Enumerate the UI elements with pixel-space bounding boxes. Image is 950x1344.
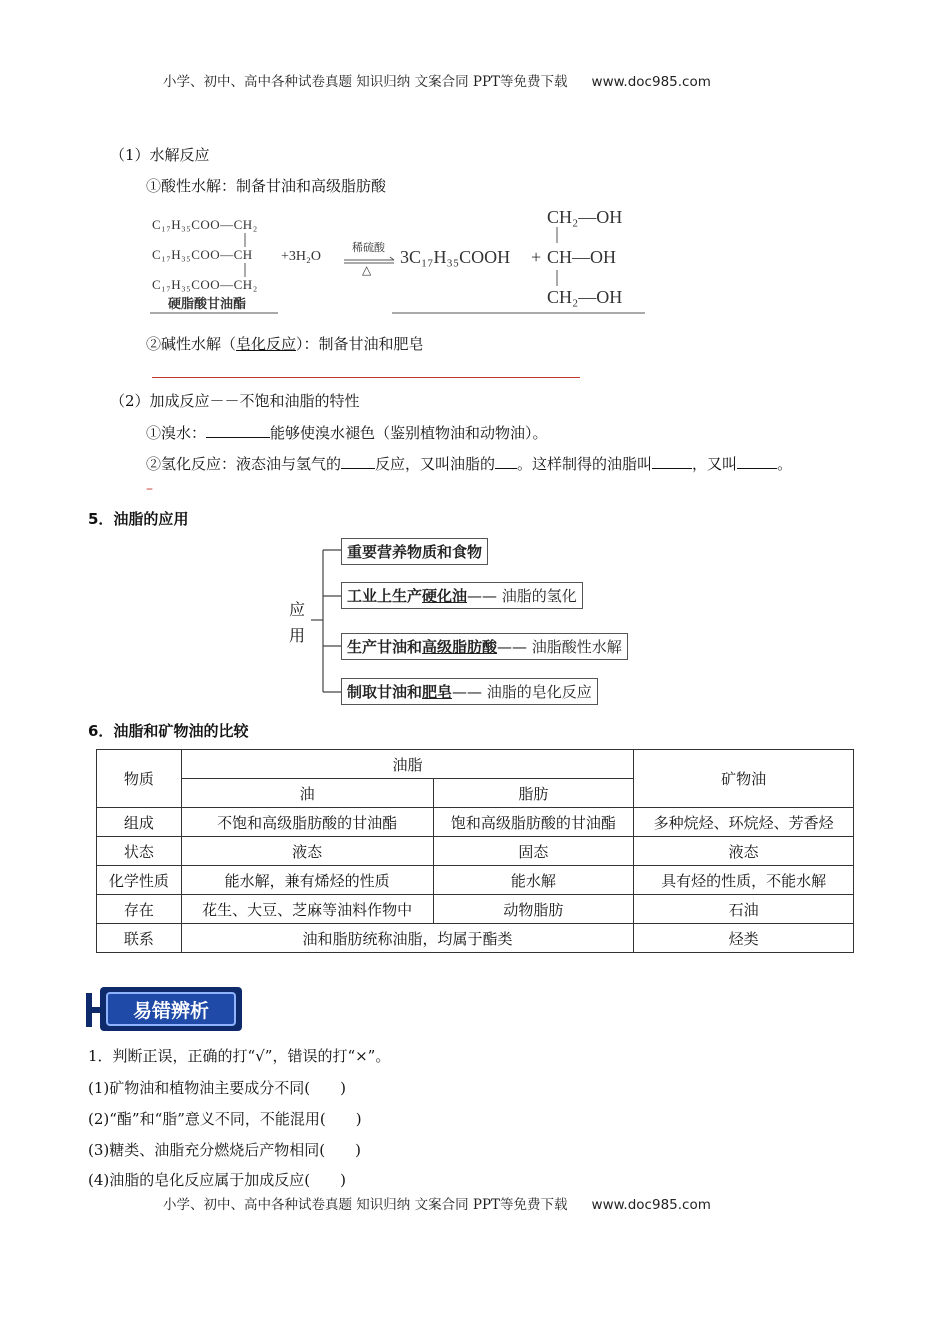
row-label: 状态 (97, 837, 182, 866)
product-acid: 3C₁₇H₃₅COOH (400, 247, 511, 267)
row-label: 联系 (97, 924, 182, 953)
hydro-blank-3[interactable] (652, 454, 692, 469)
cell-fat: 饱和高级脂肪酸的甘油酯 (433, 808, 634, 837)
section-badge (86, 985, 242, 1033)
hydro-part-5: 。 (777, 455, 793, 473)
ester-name: 硬脂酸甘油酯 (168, 297, 247, 312)
page-footer (163, 1193, 711, 1213)
hydro-blank-1[interactable] (341, 454, 375, 469)
cell-oil: 能水解，兼有烯烃的性质 (181, 866, 433, 895)
cell-mineral: 多种烷烃、环烷烃、芳香烃 (634, 808, 854, 837)
center-char-1: 应 (289, 600, 306, 619)
cell-fat: 动物脂肪 (433, 895, 634, 924)
cell-mineral: 液态 (634, 837, 854, 866)
header-url[interactable]: www.doc985.com (591, 74, 711, 90)
item-2-pre: 工业上生产 (347, 587, 423, 605)
item-4-key: 肥皂 (422, 683, 453, 701)
condition-heat: △ (362, 263, 372, 277)
table-row (97, 866, 854, 895)
addition-title: （2）加成反应－－不饱和油脂的特性 (110, 392, 360, 410)
hydro-part-4: ，又叫 (692, 455, 738, 473)
hydrolysis-title: （1）水解反应 (110, 146, 210, 164)
table-header-row (97, 750, 854, 779)
item-3-post: —— 油脂酸性水解 (497, 638, 622, 656)
header-text: 小学、初中、高中各种试卷真题 知识归纳 文案合同 PPT等免费下载 (163, 74, 568, 90)
header-substance: 物质 (97, 750, 182, 808)
product-plus: + (531, 247, 542, 267)
ester-row-2: C₁₇H₃₅COO—CH (152, 247, 253, 262)
judge-item-4: (4)油脂的皂化反应属于加成反应( ) (88, 1171, 346, 1189)
footer-text: 小学、初中、高中各种试卷真题 知识归纳 文案合同 PPT等免费下载 (163, 1197, 568, 1213)
header-oil: 油 (181, 779, 433, 808)
cell-fat: 固态 (433, 837, 634, 866)
water-reagent: +3H₂O (281, 249, 321, 264)
item-3-key: 高级脂肪酸 (422, 638, 498, 656)
cell-mineral: 具有烃的性质，不能水解 (634, 866, 854, 895)
glycerol-row-2: CH—OH (547, 247, 617, 267)
item-4-post: —— 油脂的皂化反应 (452, 683, 592, 701)
glycerol-row-3: CH₂—OH (547, 287, 623, 307)
hydro-blank-4[interactable] (737, 454, 777, 469)
footer-url[interactable]: www.doc985.com (591, 1197, 711, 1213)
acid-hydrolysis-line: ①酸性水解：制备甘油和高级脂肪酸 (146, 177, 387, 195)
item-1-text: 重要营养物质和食物 (347, 543, 483, 561)
comparison-title: 6．油脂和矿物油的比较 (88, 722, 249, 740)
application-item-hardened-oil (341, 582, 583, 609)
row-label: 存在 (97, 895, 182, 924)
comparison-table (96, 749, 854, 953)
answer-line-red (152, 377, 580, 378)
row-label: 组成 (97, 808, 182, 837)
red-dash-mark: – (146, 481, 153, 497)
judge-intro: 1．判断正误，正确的打“√”，错误的打“×”。 (88, 1047, 391, 1065)
hydro-part-1: ②氢化反应：液态油与氢气的 (146, 455, 342, 473)
alkali-prefix: ②碱性水解（ (146, 335, 237, 353)
application-item-nutrition (341, 538, 488, 565)
judge-item-3: (3)糖类、油脂充分燃烧后产物相同( ) (88, 1141, 361, 1159)
ester-row-3: C₁₇H₃₅COO—CH₂ (152, 277, 258, 292)
table-row (97, 808, 854, 837)
header-fat: 脂肪 (433, 779, 634, 808)
applications-diagram (285, 540, 665, 710)
hydro-blank-2[interactable] (495, 454, 517, 469)
application-item-soap (341, 678, 598, 705)
table-row (97, 924, 854, 953)
judge-item-1: (1)矿物油和植物油主要成分不同( ) (88, 1079, 346, 1097)
alkali-hydrolysis-line (146, 333, 424, 354)
hydro-part-3: 。这样制得的油脂叫 (517, 455, 653, 473)
cell-fat: 能水解 (433, 866, 634, 895)
table-row (97, 837, 854, 866)
applications-title: 5．油脂的应用 (88, 510, 189, 528)
saponification-term: 皂化反应 (236, 335, 297, 353)
judge-item-2: (2)“酯”和“脂”意义不同，不能混用( ) (88, 1110, 362, 1128)
condition-acid: 稀硫酸 (352, 242, 385, 254)
glycerol-row-1: CH₂—OH (547, 207, 623, 227)
hydrolysis-equation (150, 205, 650, 320)
table-row (97, 895, 854, 924)
cell-oil: 液态 (181, 837, 433, 866)
badge-title: 易错辨析 (106, 992, 236, 1026)
cell-mineral: 石油 (634, 895, 854, 924)
bromine-blank[interactable] (206, 423, 270, 438)
item-2-key: 硬化油 (422, 587, 468, 605)
row-label: 化学性质 (97, 866, 182, 895)
alkali-suffix: ）：制备甘油和肥皂 (296, 335, 424, 353)
header-mineral: 矿物油 (634, 750, 854, 808)
cell-oil: 花生、大豆、芝麻等油料作物中 (181, 895, 433, 924)
item-4-pre: 制取甘油和 (347, 683, 423, 701)
cell-link-merged: 油和脂肪统称油脂，均属于酯类 (181, 924, 633, 953)
application-item-fatty-acid (341, 633, 628, 660)
center-char-2: 用 (289, 626, 306, 645)
item-3-pre: 生产甘油和 (347, 638, 423, 656)
item-2-post: —— 油脂的氢化 (467, 587, 577, 605)
cell-oil: 不饱和高级脂肪酸的甘油酯 (181, 808, 433, 837)
bromine-prefix: ①溴水： (146, 424, 207, 442)
header-fat-group: 油脂 (181, 750, 633, 779)
cell-mineral: 烃类 (634, 924, 854, 953)
page-header (163, 70, 711, 90)
hydrogenation-line (146, 453, 792, 474)
applications-center-label (289, 597, 305, 649)
bromine-suffix: 能够使溴水褪色（鉴别植物油和动物油）。 (270, 424, 548, 442)
bromine-line (146, 422, 548, 443)
hydro-part-2: 反应，又叫油脂的 (375, 455, 496, 473)
ester-row-1: C₁₇H₃₅COO—CH₂ (152, 217, 258, 232)
